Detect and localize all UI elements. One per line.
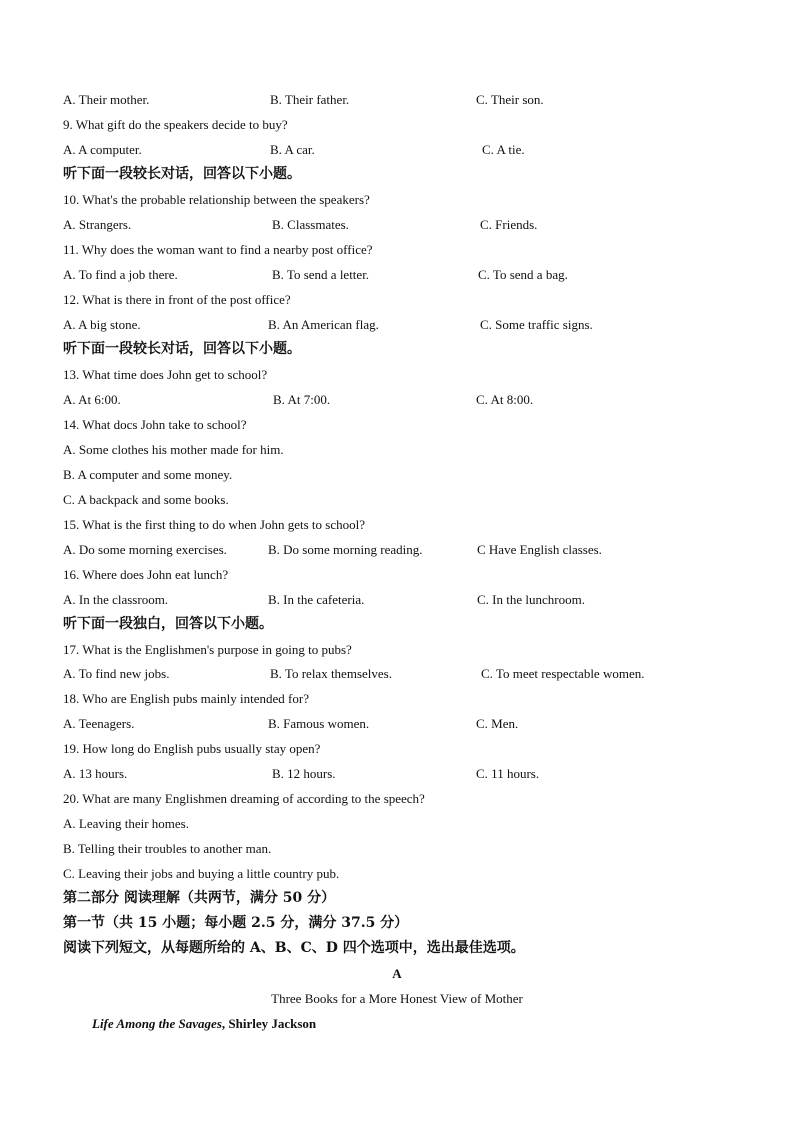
- q16-option-b: B. In the cafeteria.: [268, 592, 365, 607]
- q20-option-a: A. Leaving their homes.: [63, 816, 189, 831]
- q15-option-a: A. Do some morning exercises.: [63, 542, 227, 557]
- q15-option-b: B. Do some morning reading.: [268, 542, 423, 557]
- reading-instructions: 阅读下列短文，从每题所给的 A、B、C、D 四个选项中，选出最佳选项。: [63, 940, 525, 956]
- q8-option-a: A. Their mother.: [63, 92, 150, 107]
- q14-question: 14. What docs John take to school?: [63, 417, 247, 432]
- part2-title: 第二部分 阅读理解（共两节，满分 50 分）: [63, 890, 336, 906]
- q10-option-b: B. Classmates.: [272, 217, 349, 232]
- q17-option-a: A. To find new jobs.: [63, 666, 170, 681]
- q11-option-a: A. To find a job there.: [63, 267, 178, 282]
- q13-option-b: B. At 7:00.: [273, 392, 331, 407]
- q18-option-c: C. Men.: [476, 716, 519, 731]
- section-heading-monologue: 听下面一段独白，回答以下小题。: [63, 616, 273, 632]
- q9-option-a: A. A computer.: [63, 142, 142, 157]
- passage-label: A: [392, 966, 402, 981]
- q9-option-b: B. A car.: [270, 142, 315, 157]
- q14-option-c: C. A backpack and some books.: [63, 492, 229, 507]
- q20-question: 20. What are many Englishmen dreaming of according to the speech?: [63, 791, 425, 806]
- q12-option-a: A. A big stone.: [63, 317, 141, 332]
- q15-option-c: C Have English classes.: [477, 542, 602, 557]
- q18-question: 18. Who are English pubs mainly intended for?: [63, 691, 309, 706]
- q20-option-b: B. Telling their troubles to another man.: [63, 841, 272, 856]
- section1-title: 第一节（共 15 小题；每小题 2.5 分，满分 37.5 分）: [63, 915, 409, 931]
- book1-title: Life Among the Savages: [92, 1016, 222, 1031]
- q14-option-b: B. A computer and some money.: [63, 467, 233, 482]
- q13-option-c: C. At 8:00.: [476, 392, 534, 407]
- q19-question: 19. How long do English pubs usually stay open?: [63, 741, 321, 756]
- section-heading-long-dialogue-2: 听下面一段较长对话，回答以下小题。: [63, 341, 301, 357]
- book1-author: , Shirley Jackson: [221, 1016, 317, 1031]
- q10-option-c: C. Friends.: [480, 217, 538, 232]
- q10-option-a: A. Strangers.: [63, 217, 132, 232]
- q8-option-b: B. Their father.: [270, 92, 350, 107]
- q17-option-b: B. To relax themselves.: [270, 666, 392, 681]
- q16-option-c: C. In the lunchroom.: [477, 592, 585, 607]
- q12-question: 12. What is there in front of the post office?: [63, 292, 291, 307]
- q16-option-a: A. In the classroom.: [63, 592, 169, 607]
- q19-option-c: C. 11 hours.: [476, 766, 540, 781]
- q18-option-a: A. Teenagers.: [63, 716, 135, 731]
- q11-option-c: C. To send a bag.: [478, 267, 568, 282]
- q10-question: 10. What's the probable relationship between the speakers?: [63, 192, 370, 207]
- q12-option-b: B. An American flag.: [268, 317, 379, 332]
- passage-title: Three Books for a More Honest View of Mother: [271, 991, 523, 1006]
- q17-option-c: C. To meet respectable women.: [481, 666, 645, 681]
- q19-option-b: B. 12 hours.: [272, 766, 336, 781]
- q13-option-a: A. At 6:00.: [63, 392, 121, 407]
- q20-option-c: C. Leaving their jobs and buying a little country pub.: [63, 866, 340, 881]
- q11-question: 11. Why does the woman want to find a nearby post office?: [63, 242, 373, 257]
- q15-question: 15. What is the first thing to do when John gets to school?: [63, 517, 365, 532]
- book1-heading: [92, 1016, 316, 1032]
- q19-option-a: A. 13 hours.: [63, 766, 128, 781]
- q13-question: 13. What time does John get to school?: [63, 367, 268, 382]
- q16-question: 16. Where does John eat lunch?: [63, 567, 229, 582]
- q12-option-c: C. Some traffic signs.: [480, 317, 593, 332]
- q8-option-c: C. Their son.: [476, 92, 544, 107]
- q9-question: 9. What gift do the speakers decide to buy?: [63, 117, 288, 132]
- q11-option-b: B. To send a letter.: [272, 267, 370, 282]
- q14-option-a: A. Some clothes his mother made for him.: [63, 442, 284, 457]
- q9-option-c: C. A tie.: [482, 142, 525, 157]
- section-heading-long-dialogue-1: 听下面一段较长对话，回答以下小题。: [63, 166, 301, 182]
- q17-question: 17. What is the Englishmen's purpose in going to pubs?: [63, 642, 352, 657]
- q18-option-b: B. Famous women.: [268, 716, 370, 731]
